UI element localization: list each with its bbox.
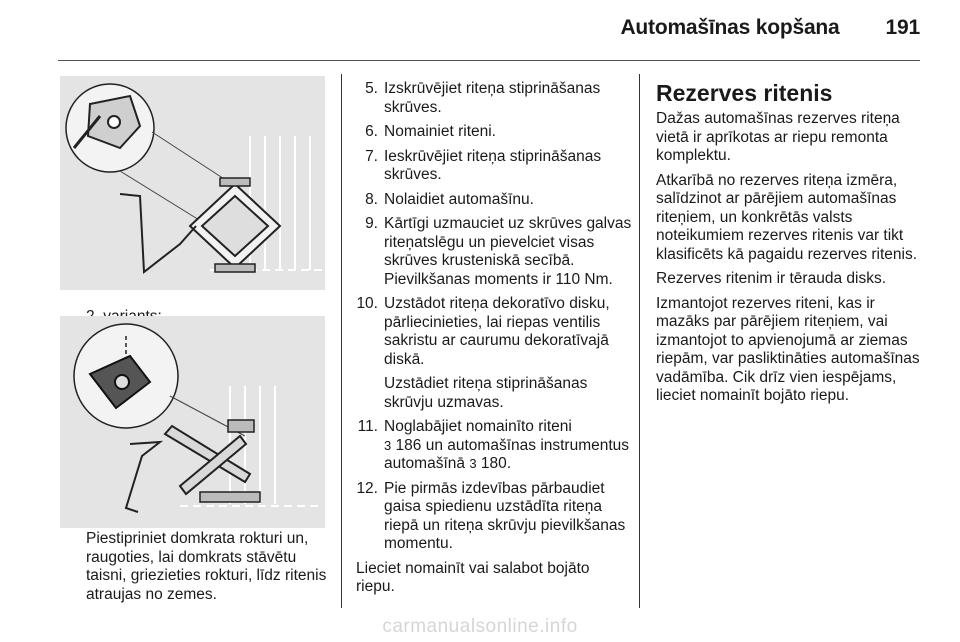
middle-column [350, 80, 636, 597]
list-item: 8. Nolaidiet automašīnu. [365, 190, 534, 208]
list-item: 11. Noglabājiet nomainīto riteni 3 186 un automašīnas instrumentus automašīnā 3 180. [357, 418, 630, 472]
page-number: 191 [885, 16, 920, 39]
steps-list [350, 80, 636, 554]
jack-caption: Piestipriniet domkrata rokturi un, raugoties, lai domkrats stāvētu taisni, griezieties rokturi, līdz ritenis atraujas no zemes. [86, 530, 327, 603]
list-item: 12. Pie pirmās izdevības pārbaudiet gaisa spiedienu uzstādīta riteņa riepā un riteņa skrūvju pievilkšanas momentu. [356, 479, 626, 552]
column-divider-1 [341, 74, 342, 608]
list-item: 10. Uzstādot riteņa dekoratīvo disku, pārliecinieties, lai riepas ventilis sakristu ar caurumu dekoratīvajā diskā. Uzstādiet riteņa stiprināšanas skrūvju uzmavas. [350, 295, 636, 412]
list-item: 7. Ieskrūvējiet riteņa stiprināšanas skrūves. [365, 147, 602, 183]
paragraph: Rezerves ritenim ir tērauda disks. [656, 270, 886, 287]
section-heading: Rezerves ritenis [656, 80, 833, 106]
jack-illustration-1 [60, 76, 325, 290]
page-title: Automašīnas kopšana [620, 16, 840, 39]
list-item: 6. Nomainiet riteni. [365, 123, 496, 140]
header-rule [58, 60, 920, 61]
closing-note: Lieciet nomainīt vai salabot bojāto riepu. [356, 559, 590, 595]
list-item: 5. Izskrūvējiet riteņa stiprināšanas skrūves. [365, 80, 601, 116]
list-item: 9. Kārtīgi uzmauciet uz skrūves galvas riteņatslēgu un pievelciet visas skrūves krusteniskā secībā. Pievilkšanas moments ir 110 Nm. [365, 215, 632, 288]
paragraph: Dažas automašīnas rezerves riteņa vietā ir aprīkotas ar riepu remonta komplektu. [656, 110, 900, 164]
watermark: carmanualsonline.info [382, 616, 578, 637]
jack-illustration-2 [60, 316, 325, 528]
paragraph: Izmantojot rezerves riteni, kas ir mazāks par pārējiem riteņiem, vai izmantojot to apvienojumā ar ziemas riepām, var pasliktināties automašīnas vadāmība. Cik drīz vien iespējams, lieciet nomainīt bojāto riepu. [656, 294, 920, 404]
page-ref-arrow-icon: 3 [384, 437, 392, 453]
page-ref-arrow-icon: 3 [469, 456, 477, 471]
paragraph: Atkarībā no rezerves riteņa izmēra, salīdzinot ar pārējiem automašīnas riteņiem, un konkrētās valsts noteikumiem rezerves ritenis var tikt klasificēts kā pagaidu rezerves ritenis. [656, 171, 918, 263]
right-column [656, 80, 922, 412]
column-divider-2 [639, 74, 640, 608]
page-header [620, 16, 920, 40]
step-sub-text: Uzstādiet riteņa stiprināšanas skrūvju uzmavas. [384, 375, 588, 411]
